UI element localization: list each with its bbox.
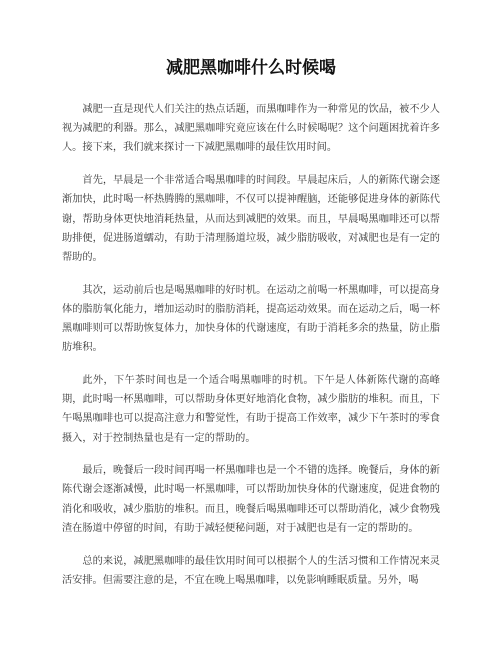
paragraph-morning: 首先，早晨是一个非常适合喝黑咖啡的时间段。早晨起床后，人的新陈代谢会逐渐加快，此时喝一杯热腾腾的黑咖啡，不仅可以提神醒脑，还能够促进身体的新陈代谢，帮助身体更快地消耗热量，从而达到减肥的效果。而且，早晨喝黑咖啡还可以帮助排便，促进肠道蠕动，有助于清理肠道垃圾，减少脂肪吸收，对减肥也是有一定的帮助的。: [62, 175, 440, 263]
document-body: [62, 100, 440, 603]
paragraph-evening: 最后，晚餐后一段时间再喝一杯黑咖啡也是一个不错的选择。晚餐后，身体的新陈代谢会逐渐减慢，此时喝一杯黑咖啡，可以帮助加快身体的代谢速度，促进食物的消化和吸收，减少脂肪的堆积。而且，晚餐后喝黑咖啡还可以帮助消化，减少食物残渣在肠道中停留的时间，有助于减轻便秘问题，对于减肥也是有一定的帮助的。: [62, 465, 440, 534]
paragraph-afternoon: 此外，下午茶时间也是一个适合喝黑咖啡的时机。下午是人体新陈代谢的高峰期，此时喝一杯黑咖啡，可以帮助身体更好地消化食物，减少脂肪的堆积。而且，下午喝黑咖啡也可以提高注意力和警觉性，有助于提高工作效率，减少下午茶时的零食摄入，对于控制热量也是有一定的帮助的。: [62, 374, 440, 444]
document-title: 减肥黑咖啡什么时候喝: [166, 58, 336, 78]
paragraph-intro: 减肥一直是现代人们关注的热点话题，而黑咖啡作为一种常见的饮品，被不少人视为减肥的利器。那么，减肥黑咖啡究竟应该在什么时候喝呢？这个问题困扰着许多人。接下来，我们就来探讨一下减肥黑咖啡的最佳饮用时间。: [62, 104, 440, 154]
paragraph-summary: 总的来说，减肥黑咖啡的最佳饮用时间可以根据个人的生活习惯和工作情况来灵活安排。但需要注意的是，不宜在晚上喝黑咖啡，以免影响睡眠质量。另外，喝: [62, 555, 440, 586]
paragraph-exercise: 其次，运动前后也是喝黑咖啡的好时机。在运动之前喝一杯黑咖啡，可以提高身体的脂肪氧化能力，增加运动时的脂肪消耗，提高运动效果。而在运动之后，喝一杯黑咖啡则可以帮助恢复体力，加快身体的代谢速度，有助于消耗多余的热量，防止脂肪堆积。: [62, 284, 440, 354]
